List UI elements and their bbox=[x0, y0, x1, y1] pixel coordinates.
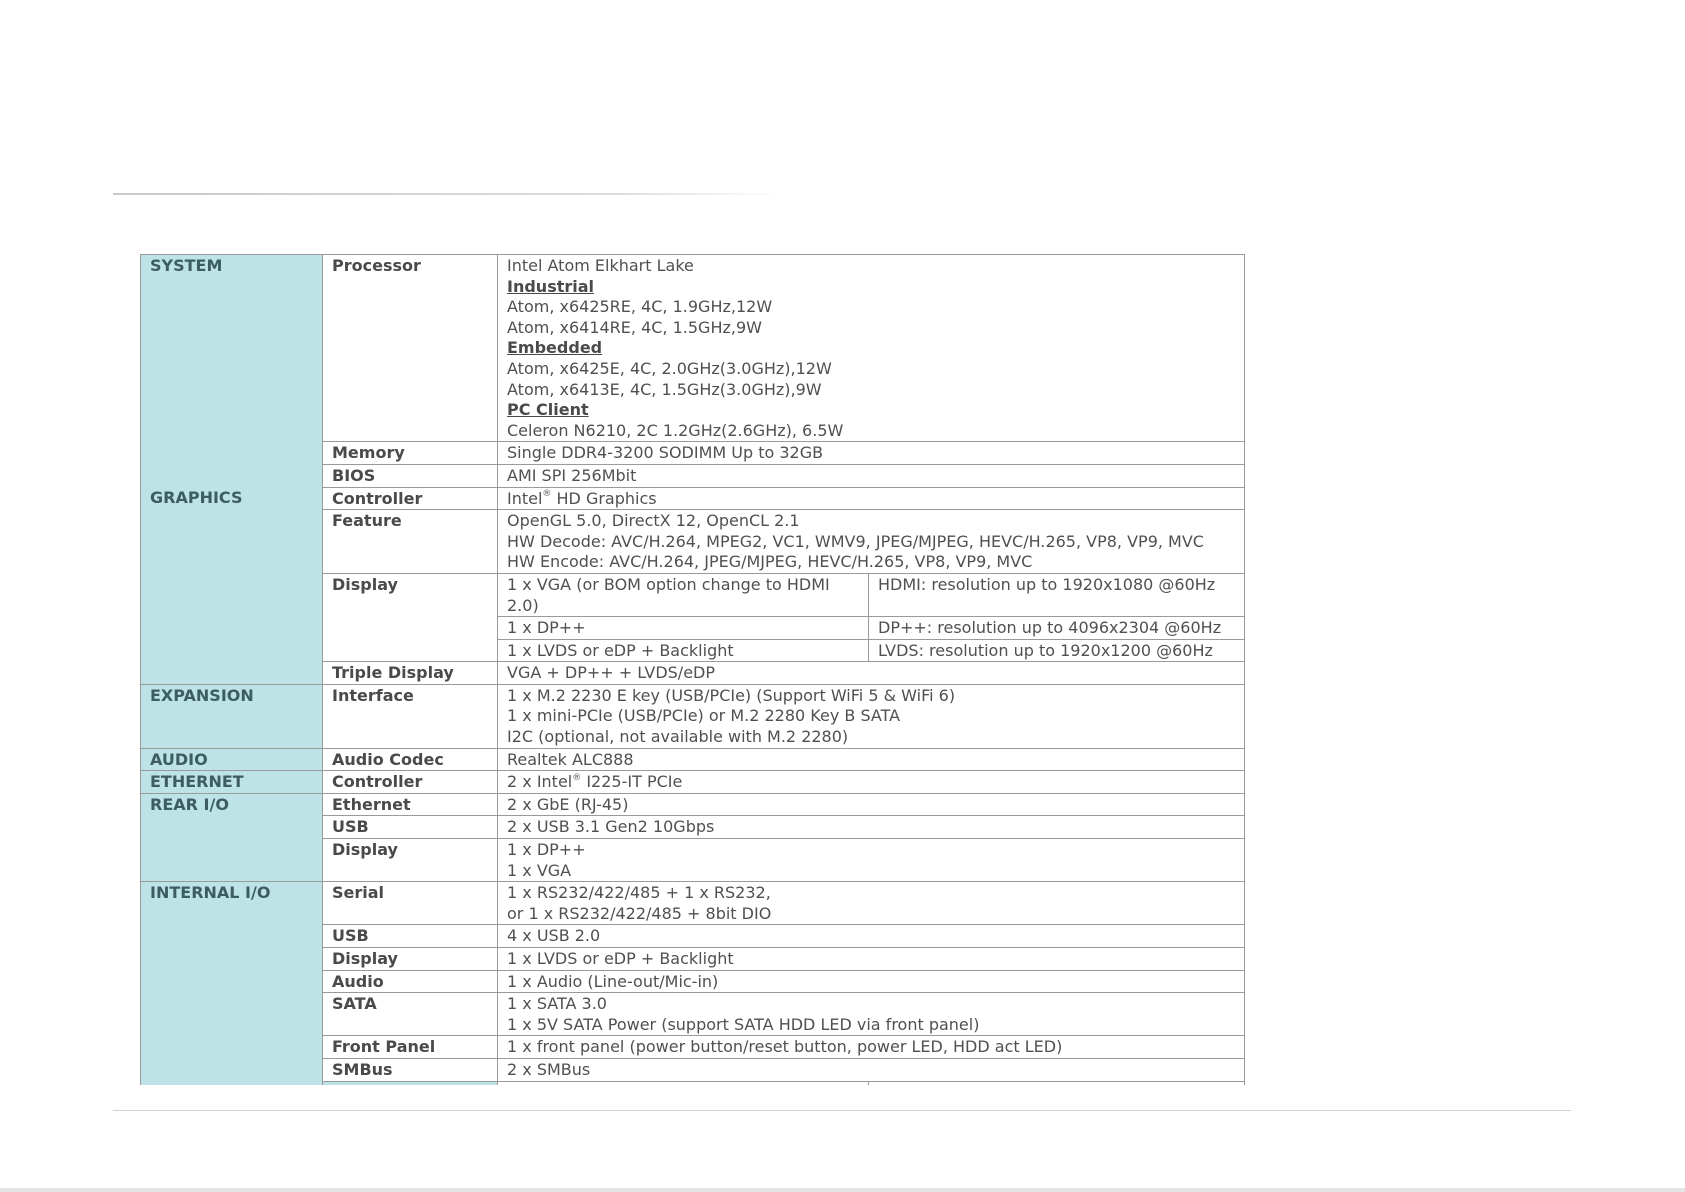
table-row bbox=[141, 684, 1245, 748]
spec-label-graphics-controller: Controller bbox=[323, 487, 498, 510]
page-bottom-edge bbox=[0, 1188, 1685, 1192]
spec-label-feature: Feature bbox=[323, 510, 498, 574]
spec-value-interface: 1 x M.2 2230 E key (USB/PCIe) (Support WiFi 5 & WiFi 6) 1 x mini-PCIe (USB/PCIe) or M.2 2280 Key B SATA I2C (optional, not available with M.2 2280) bbox=[498, 684, 1245, 748]
spec-label-smbus: SMBus bbox=[323, 1058, 498, 1081]
table-row bbox=[141, 748, 1245, 771]
spec-label-rear-display: Display bbox=[323, 839, 498, 882]
table-row bbox=[141, 793, 1245, 816]
spec-label-audio-codec: Audio Codec bbox=[323, 748, 498, 771]
spec-value-audio-codec: Realtek ALC888 bbox=[498, 748, 1245, 771]
spec-value-triple-display: VGA + DP++ + LVDS/eDP bbox=[498, 662, 1245, 685]
table-row bbox=[141, 771, 1245, 794]
spec-value-smbus: 2 x SMBus bbox=[498, 1058, 1245, 1081]
spec-value-internal-display: 1 x LVDS or eDP + Backlight bbox=[498, 948, 1245, 971]
spec-value-internal-usb: 4 x USB 2.0 bbox=[498, 925, 1245, 948]
spec-value-graphics-controller: Intel® HD Graphics bbox=[498, 487, 1245, 510]
spec-table bbox=[140, 254, 1245, 1085]
spec-value-front-panel: 1 x front panel (power button/reset button, power LED, HDD act LED) bbox=[498, 1036, 1245, 1059]
subheading-industrial: Industrial bbox=[507, 276, 595, 296]
spec-value-display-resolution: HDMI: resolution up to 1920x1080 @60Hz bbox=[869, 573, 1245, 616]
spec-label-ethernet-controller: Controller bbox=[323, 771, 498, 794]
spec-label-internal-usb: USB bbox=[323, 925, 498, 948]
category-rear-io: REAR I/O bbox=[141, 793, 323, 881]
spec-value-display-resolution: DP++: resolution up to 4096x2304 @60Hz bbox=[869, 617, 1245, 640]
spec-value-ethernet-controller: 2 x Intel® I225-IT PCIe bbox=[498, 771, 1245, 794]
spec-value-sata: 1 x SATA 3.0 1 x 5V SATA Power (support SATA HDD LED via front panel) bbox=[498, 993, 1245, 1036]
spec-value-display-resolution: LVDS: resolution up to 1920x1200 @60Hz bbox=[869, 639, 1245, 662]
spec-label-memory: Memory bbox=[323, 442, 498, 465]
spec-value-rear-display: 1 x DP++ 1 x VGA bbox=[498, 839, 1245, 882]
spec-label-interface: Interface bbox=[323, 684, 498, 748]
category-ethernet: ETHERNET bbox=[141, 771, 323, 794]
table-row bbox=[141, 255, 1245, 442]
spec-label-graphics-display: Display bbox=[323, 573, 498, 661]
subheading-embedded: Embedded bbox=[507, 338, 603, 358]
spec-value-internal-audio: 1 x Audio (Line-out/Mic-in) bbox=[498, 970, 1245, 993]
spec-value-display-output: 1 x DP++ bbox=[498, 617, 869, 640]
spec-label-processor: Processor bbox=[323, 255, 498, 442]
spec-label-rear-usb: USB bbox=[323, 816, 498, 839]
spec-label-front-panel: Front Panel bbox=[323, 1036, 498, 1059]
spec-label-internal-audio: Audio bbox=[323, 970, 498, 993]
category-system: SYSTEM bbox=[141, 255, 323, 488]
spec-value-display-output: 1 x VGA (or BOM option change to HDMI 2.0) bbox=[498, 573, 869, 616]
subheading-pc-client: PC Client bbox=[507, 400, 589, 420]
header-divider bbox=[113, 193, 783, 195]
footer-divider bbox=[113, 1110, 1571, 1111]
spec-value-bios: AMI SPI 256Mbit bbox=[498, 464, 1245, 487]
spec-label-bios: BIOS bbox=[323, 464, 498, 487]
table-row bbox=[141, 882, 1245, 925]
spec-label-rear-ethernet: Ethernet bbox=[323, 793, 498, 816]
category-internal-io: INTERNAL I/O bbox=[141, 882, 323, 1085]
spec-value-memory: Single DDR4-3200 SODIMM Up to 32GB bbox=[498, 442, 1245, 465]
spec-value-rear-usb: 2 x USB 3.1 Gen2 10Gbps bbox=[498, 816, 1245, 839]
category-graphics: GRAPHICS bbox=[141, 487, 323, 684]
spec-value-rear-ethernet: 2 x GbE (RJ-45) bbox=[498, 793, 1245, 816]
spec-value-feature: OpenGL 5.0, DirectX 12, OpenCL 2.1 HW Decode: AVC/H.264, MPEG2, VC1, WMV9, JPEG/MJPEG, HEVC/H.265, VP8, VP9, MVC HW Encode: AVC/H.264, JPEG/MJPEG, HEVC/H.265, VP8, VP9, MVC bbox=[498, 510, 1245, 574]
category-expansion: EXPANSION bbox=[141, 684, 323, 748]
category-audio: AUDIO bbox=[141, 748, 323, 771]
spec-value-processor: Intel Atom Elkhart Lake Industrial Atom, x6425RE, 4C, 1.9GHz,12W Atom, x6414RE, 4C, 1.5GHz,9W Embedded Atom, x6425E, 4C, 2.0GHz(3.0GHz),12W Atom, x6413E, 4C, 1.5GHz(3.0GHz),9W PC Client Celeron N6210, 2C 1.2GHz(2.6GHz), 6.5W bbox=[498, 255, 1245, 442]
table-row bbox=[141, 487, 1245, 510]
spec-label-triple-display: Triple Display bbox=[323, 662, 498, 685]
spec-value-serial: 1 x RS232/422/485 + 1 x RS232, or 1 x RS232/422/485 + 8bit DIO bbox=[498, 882, 1245, 925]
spec-label-internal-display: Display bbox=[323, 948, 498, 971]
spec-label-serial: Serial bbox=[323, 882, 498, 925]
spec-label-sata: SATA bbox=[323, 993, 498, 1036]
spec-value-display-output: 1 x LVDS or eDP + Backlight bbox=[498, 639, 869, 662]
